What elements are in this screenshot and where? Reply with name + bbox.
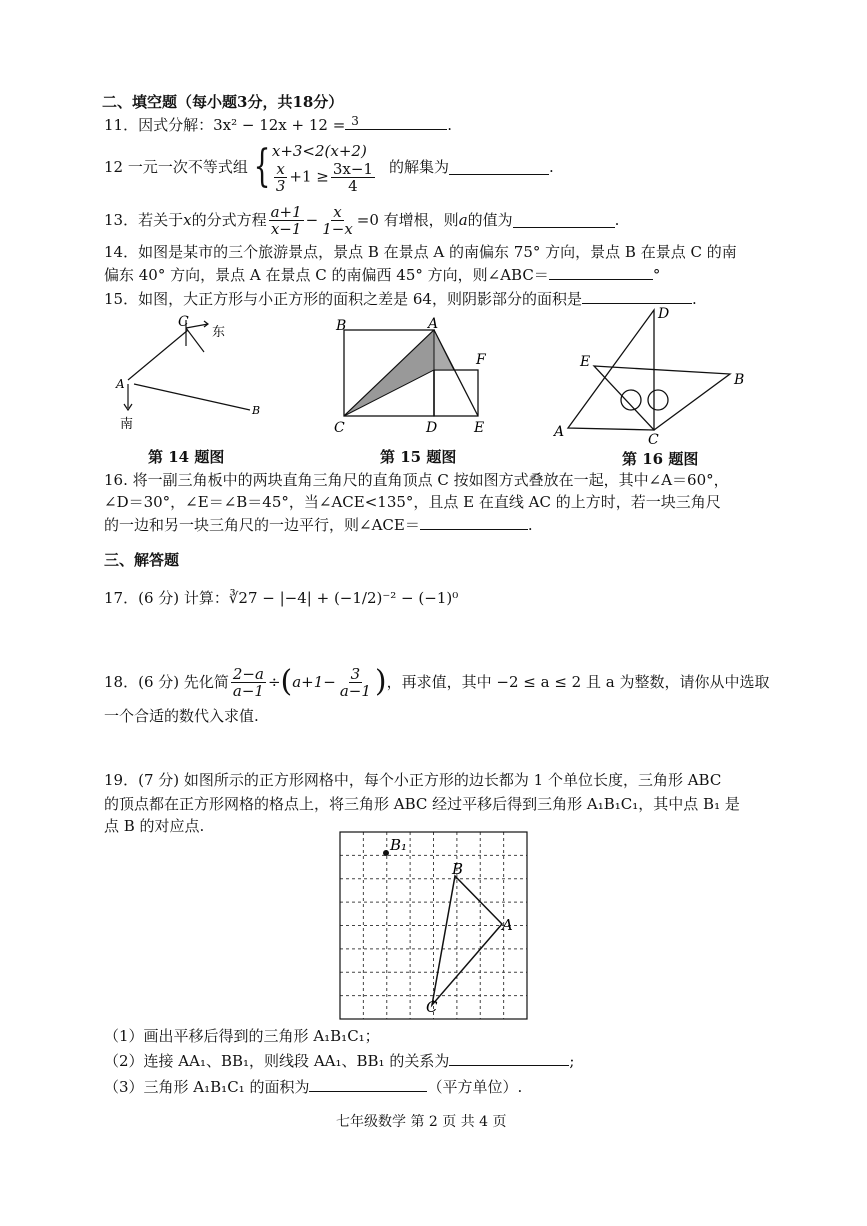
fig15-caption: 第 15 题图 — [380, 448, 457, 466]
q12-frac2-num: 3x−1 — [332, 159, 373, 178]
q15-answer-blank — [582, 288, 692, 304]
fig14-label-c: C — [178, 314, 189, 330]
q11-answer-mark: 3 — [351, 114, 359, 128]
q12-ineq2 — [272, 161, 377, 194]
q15-end: . — [691, 290, 697, 308]
q14-line2 — [104, 264, 660, 285]
question-18 — [104, 662, 769, 702]
q18-prefix: 18．(6 分) 先化简 — [104, 673, 229, 691]
figure-14 — [110, 310, 290, 440]
grid-label-a: A — [502, 916, 513, 934]
q18-div: ÷ — [267, 673, 281, 691]
q19-sub2-text: （2）连接 AA₁、BB₁，则线段 AA₁、BB₁ 的关系为 — [104, 1052, 450, 1070]
fig16-caption: 第 16 题图 — [622, 450, 699, 468]
q13-a: a — [458, 211, 468, 229]
fig15-label-e: E — [474, 420, 485, 436]
fig14-caption: 第 14 题图 — [148, 448, 225, 466]
q13-end: . — [614, 211, 620, 229]
q19-sub3-end: （平方单位）. — [427, 1078, 523, 1096]
q18-suffix: ，再求值，其中 −2 ≤ a ≤ 2 且 a 为整数，请你从中选取 — [386, 673, 770, 691]
q12-brace: { — [253, 141, 271, 192]
q19-sub3 — [104, 1076, 522, 1097]
q13-frac1-num: a+1 — [270, 202, 302, 221]
grid-label-b: B — [452, 860, 464, 878]
fig16-label-d: D — [658, 306, 670, 322]
q18-paren-mid: a+1− — [292, 673, 336, 691]
q18-paren-open: ( — [280, 664, 293, 699]
figure-15 — [330, 314, 510, 439]
q14-answer-blank — [549, 264, 653, 280]
grid-label-c: C — [426, 998, 438, 1016]
q19-sub3-blank — [309, 1076, 427, 1092]
q15-text: 15．如图，大正方形与小正方形的面积之差是 64，则阴影部分的面积是 — [104, 290, 582, 308]
q16-line3-text: 的一边和另一块三角尺的一边平行，则∠ACE＝ — [104, 516, 420, 534]
q16-line3 — [104, 514, 533, 535]
fig16-label-b: B — [734, 372, 745, 388]
q14-line1: 14．如图是某市的三个旅游景点，景点 B 在景点 A 的南偏东 75° 方向，景点 B 在景点 C 的南 — [104, 243, 737, 261]
q19-sub2-blank — [449, 1050, 569, 1066]
fig14-label-b: B — [252, 404, 261, 417]
q12-ineq2-mid: +1 ≥ — [289, 167, 329, 185]
fig14-label-east: 东 — [212, 325, 226, 340]
triangle-abc — [432, 876, 502, 1005]
q14-line2-text: 偏东 40° 方向，景点 A 在景点 C 的南偏西 45° 方向，则∠ABC＝ — [104, 266, 549, 284]
section-3-title: 三、解答题 — [104, 551, 180, 569]
fig14-label-a: A — [116, 377, 125, 391]
q13-var: x — [183, 211, 192, 229]
q13-frac2-num: x — [333, 202, 342, 221]
q16-answer-blank — [420, 514, 528, 530]
q18-paren-close: ) — [374, 664, 387, 699]
q11-answer-blank — [345, 114, 447, 130]
q19-line3: 点 B 的对应点. — [104, 817, 205, 835]
q12-system — [272, 141, 377, 194]
q19-sub2 — [104, 1050, 574, 1071]
q19-line2: 的顶点都在正方形网格的格点上，将三角形 ABC 经过平移后得到三角形 A₁B₁C₁，其中点 B₁ 是 — [104, 795, 740, 813]
fig15-shaded-right — [434, 330, 454, 370]
q18-frac1-den: a−1 — [232, 681, 264, 700]
q13-frac1-den: x−1 — [270, 219, 302, 238]
fig15-label-f: F — [476, 352, 486, 368]
q16-line2: ∠D＝30°，∠E＝∠B＝45°，当∠ACE<135°，且点 E 在直线 AC 的上方时，若一块三角尺 — [104, 493, 721, 511]
fig15-label-d: D — [426, 420, 438, 436]
fig15-shaded-left — [344, 330, 434, 416]
question-17 — [104, 588, 458, 608]
q13-answer-blank — [513, 212, 615, 228]
q19-sub2-end: ; — [569, 1052, 575, 1070]
q19-line1: 19．(7 分) 如图所示的正方形网格中，每个小正方形的边长都为 1 个单位长度，三角形 ABC — [104, 771, 722, 789]
question-11 — [104, 114, 452, 135]
q18-frac2-num: 3 — [350, 664, 361, 683]
q11-prefix: 11．因式分解： — [104, 116, 214, 134]
q13-frac2-den: 1−x — [322, 219, 353, 238]
fig15-label-c: C — [334, 420, 345, 436]
fig16-label-c: C — [648, 432, 659, 448]
q12-suffix: 的解集为 — [388, 158, 449, 176]
q11-end: . — [447, 116, 453, 134]
q16-end: . — [527, 516, 533, 534]
grid-point-b1 — [383, 850, 389, 856]
q13-minus: − — [305, 211, 319, 229]
q18-line2: 一个合适的数代入求值. — [104, 707, 259, 725]
q13-mid: 的分式方程 — [191, 211, 267, 229]
q19-sub3-text: （3）三角形 A₁B₁C₁ 的面积为 — [104, 1078, 310, 1096]
q13-suffix: 的值为 — [467, 211, 513, 229]
q17-expr: ∛27 − |−4| + (−1/2)⁻² − (−1)⁰ — [228, 589, 459, 607]
q17-prefix: 17．(6 分) 计算： — [104, 589, 229, 607]
fig15-label-b: B — [336, 318, 347, 334]
q12-answer-blank — [449, 159, 549, 175]
q13-eq: =0 有增根，则 — [356, 211, 459, 229]
q12-ineq1: x+3<2(x+2) — [271, 141, 367, 160]
q13-prefix: 13．若关于 — [104, 211, 184, 229]
fig16-label-e: E — [580, 354, 591, 370]
fig14-label-south: 南 — [120, 417, 134, 432]
q12-frac1-den: 3 — [275, 176, 286, 195]
q16-line1: 16. 将一副三角板中的两块直角三角尺的直角顶点 C 按如图方式叠放在一起，其中∠A＝60°， — [104, 471, 729, 489]
q19-grid-figure — [338, 830, 528, 1020]
q12-frac1-num: x — [276, 159, 285, 178]
q14-end: ° — [652, 266, 661, 284]
q19-sub1: （1）画出平移后得到的三角形 A₁B₁C₁； — [104, 1027, 380, 1045]
page-footer: 七年级数学 第 2 页 共 4 页 — [336, 1114, 507, 1130]
q18-frac1-num: 2−a — [232, 664, 264, 683]
q12-frac2-den: 4 — [348, 176, 358, 195]
fig16-label-a: A — [554, 424, 565, 440]
fig15-label-a: A — [428, 316, 439, 332]
section-2-title: 二、填空题（每小题3分，共18分） — [102, 93, 344, 111]
q18-frac2-den: a−1 — [339, 681, 371, 700]
q11-expr: 3x² − 12x + 12 = — [213, 116, 346, 134]
question-13 — [104, 200, 619, 240]
question-12 — [104, 138, 554, 196]
figure-16 — [552, 304, 752, 446]
q12-end: . — [549, 158, 554, 176]
q12-prefix: 12 一元一次不等式组 — [104, 158, 248, 176]
grid-label-b1: B₁ — [390, 836, 408, 854]
